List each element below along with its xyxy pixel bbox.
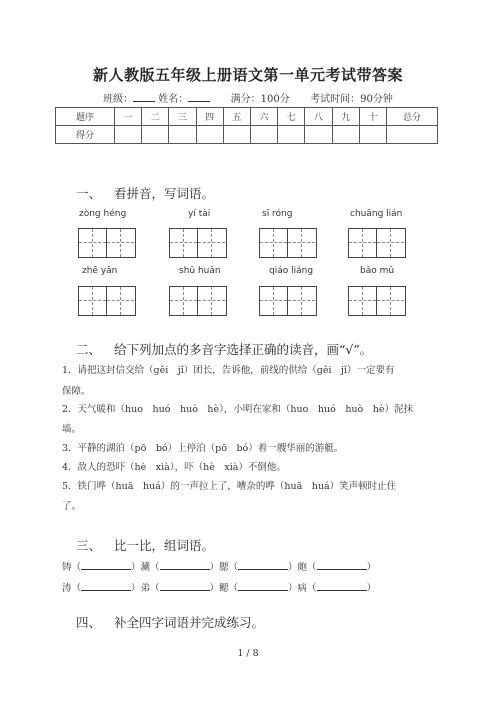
section3-text: 比一比，组词语。 (114, 538, 215, 553)
answer-blank[interactable] (317, 560, 367, 570)
question-line: 1．请把这封信交给（gěi jǐ）团长，告诉他，前线的供给（gěi jǐ）一定要有 (62, 365, 395, 376)
score-table-score-row (56, 126, 438, 144)
name-blank (188, 92, 210, 102)
compare-char: ）皰（ (288, 562, 317, 573)
section2-number: 二、 (76, 342, 102, 357)
score-cell[interactable] (142, 126, 169, 144)
score-cell[interactable] (250, 126, 277, 144)
score-col-3: 三 (169, 108, 196, 126)
pinyin-3: sī róng (262, 209, 293, 219)
question-line: 2．天气暖和（huo huó huò hè），小明在家和（huo huó huò hè）泥抹 (62, 404, 414, 415)
answer-blank[interactable] (160, 560, 210, 570)
document-title: 新人教版五年级上册语文第一单元考试带答案 (92, 66, 403, 84)
answer-blank[interactable] (81, 560, 131, 570)
score-table (55, 107, 438, 144)
question-line: 了。 (62, 501, 82, 512)
pinyin-7: qiáo liáng (269, 266, 314, 276)
compare-char: ）弟（ (131, 583, 160, 594)
question-line: 5．铁门哗（huā huá）的一声拉上了，嘈杂的哗（huā huá）笑声顿时止住 (62, 481, 397, 492)
pinyin-2: yí tài (188, 209, 211, 219)
score-cell[interactable] (223, 126, 250, 144)
score-table-header-row (56, 108, 438, 126)
score-cell[interactable] (387, 126, 438, 144)
score-cell[interactable] (332, 126, 359, 144)
compare-row-1 (62, 559, 376, 573)
exam-info (0, 90, 496, 105)
section4-heading (76, 613, 264, 631)
score-col-total: 总分 (387, 108, 438, 126)
score-cell[interactable] (169, 126, 196, 144)
class-label: 班级： (103, 94, 134, 105)
pinyin-6: shū huǎn (179, 266, 221, 276)
compare-char: ）涮（ (131, 562, 160, 573)
class-blank (133, 92, 155, 102)
writing-box[interactable] (259, 228, 317, 258)
score-col-4: 四 (196, 108, 223, 126)
score-col-9: 九 (332, 108, 359, 126)
writing-box[interactable] (78, 286, 136, 316)
question-line: 保障。 (62, 386, 91, 397)
score-cell[interactable] (115, 126, 142, 144)
compare-char: ）腮（ (209, 562, 239, 573)
section2-text: 给下列加点的多音字选择正确的读音，画“√”。 (114, 342, 373, 357)
section4-text: 补全四字词语并完成练习。 (114, 615, 265, 630)
writing-box[interactable] (169, 228, 227, 258)
score-col-5: 五 (223, 108, 250, 126)
score-col-6: 六 (250, 108, 277, 126)
pinyin-4: chuāng lián (350, 209, 403, 219)
score-cell[interactable] (196, 126, 223, 144)
compare-char: 铸（ (62, 562, 82, 573)
score-col-10: 十 (359, 108, 386, 126)
question-line: 4．敌人的恐吓（hè xià），吓（hè xià）不倒他。 (62, 462, 286, 473)
section1-text: 看拼音，写词语。 (114, 186, 215, 201)
pinyin-1: zòng héng (79, 209, 127, 219)
section1-number: 一、 (76, 186, 102, 201)
compare-char: ）病（ (288, 583, 317, 594)
answer-blank[interactable] (238, 581, 288, 591)
section3-heading (76, 536, 214, 554)
compare-char: 涛（ (62, 583, 82, 594)
section4-number: 四、 (76, 615, 102, 630)
writing-box[interactable] (259, 286, 317, 316)
exam-time: 考试时间：90分钟 (310, 94, 393, 105)
question-line: 3．平静的湖泊（pō bó）上停泊（pō bó）着一艘华丽的游艇。 (62, 443, 344, 454)
score-col-7: 七 (278, 108, 305, 126)
page-number: 1 / 8 (237, 648, 259, 659)
answer-blank[interactable] (317, 581, 367, 591)
section3-number: 三、 (76, 538, 102, 553)
compare-char: ） (366, 562, 377, 573)
score-cell[interactable] (305, 126, 332, 144)
score-cell[interactable] (359, 126, 386, 144)
pinyin-5: zhē yǎn (82, 266, 118, 276)
answer-blank[interactable] (160, 581, 210, 591)
writing-box[interactable] (348, 286, 406, 316)
score-col-2: 二 (142, 108, 169, 126)
writing-box[interactable] (169, 286, 227, 316)
writing-box[interactable] (348, 228, 406, 258)
compare-row-2 (62, 580, 376, 594)
score-header-label: 题序 (56, 108, 115, 126)
full-score: 满分：100分 (230, 94, 290, 105)
answer-blank[interactable] (81, 581, 131, 591)
score-col-1: 一 (115, 108, 142, 126)
compare-char: ） (366, 583, 377, 594)
answer-blank[interactable] (238, 560, 288, 570)
pinyin-8: bǎo mǔ (360, 266, 395, 276)
question-line: 墙。 (62, 424, 82, 435)
score-cell[interactable] (278, 126, 305, 144)
section1-heading (76, 184, 214, 202)
name-label: 姓名： (158, 94, 189, 105)
compare-char: ）鳃（ (209, 583, 239, 594)
section2-heading (76, 340, 372, 358)
writing-box[interactable] (78, 228, 136, 258)
score-row-label: 得分 (56, 126, 115, 144)
score-col-8: 八 (305, 108, 332, 126)
